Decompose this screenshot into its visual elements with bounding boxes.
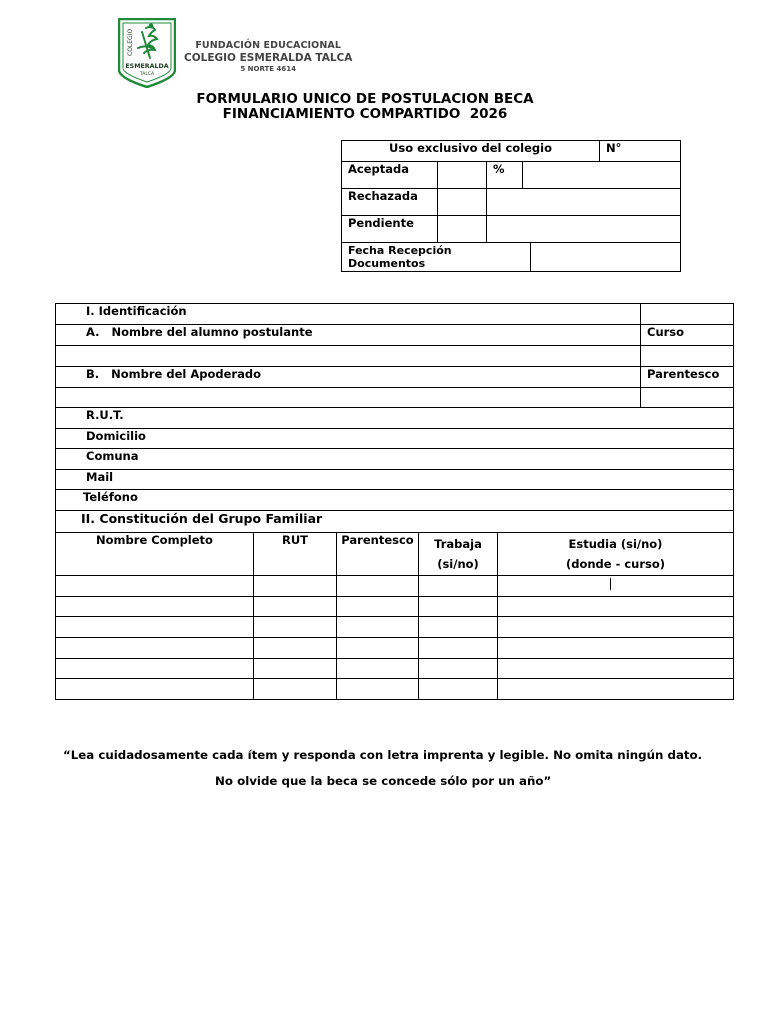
family-rut-cell[interactable] bbox=[254, 679, 337, 700]
apoderado-name-field[interactable] bbox=[56, 388, 641, 408]
family-trabaja-cell[interactable] bbox=[419, 576, 498, 597]
table-row bbox=[56, 576, 734, 597]
status-aceptada: Aceptada bbox=[342, 162, 438, 189]
status-percent: % bbox=[487, 162, 523, 189]
family-trabaja-cell[interactable] bbox=[419, 638, 498, 659]
rechazada-mark-cell[interactable] bbox=[438, 189, 487, 216]
section-identificacion: I. Identificación bbox=[56, 304, 641, 325]
school-logo bbox=[118, 18, 176, 88]
curso-field[interactable] bbox=[641, 346, 734, 367]
text-cursor bbox=[610, 578, 612, 590]
alumno-name-field[interactable] bbox=[56, 346, 641, 367]
family-parentesco-cell[interactable] bbox=[337, 679, 419, 700]
domicilio-label: Domicilio bbox=[86, 429, 146, 443]
table-row bbox=[56, 658, 734, 679]
family-estudia-cell[interactable] bbox=[498, 596, 734, 617]
family-rut-cell[interactable] bbox=[254, 576, 337, 597]
family-nombre-cell[interactable] bbox=[56, 658, 254, 679]
parentesco-field[interactable] bbox=[641, 388, 734, 408]
title-line-1: FORMULARIO UNICO DE POSTULACION BECA bbox=[196, 91, 534, 107]
status-fecha-recepcion: Fecha Recepción Documentos bbox=[342, 243, 531, 272]
family-nombre-cell[interactable] bbox=[56, 638, 254, 659]
family-estudia-cell[interactable] bbox=[498, 617, 734, 638]
fecha-recepcion-field[interactable] bbox=[531, 243, 681, 272]
section-grupo-familiar: II. Constitución del Grupo Familiar bbox=[56, 511, 734, 533]
telefono-label: Teléfono bbox=[83, 490, 138, 504]
id-blank-cell bbox=[641, 304, 734, 325]
parentesco-label: Parentesco bbox=[641, 367, 734, 388]
logo-name: ESMERALDA bbox=[125, 63, 169, 70]
institution-line-2: COLEGIO ESMERALDA TALCA bbox=[184, 52, 353, 64]
telefono-field[interactable] bbox=[56, 490, 734, 511]
table-row bbox=[56, 596, 734, 617]
institution-line-3: 5 NORTE 4614 bbox=[240, 65, 297, 73]
col-nombre-completo: Nombre Completo bbox=[56, 533, 254, 576]
col-parentesco: Parentesco bbox=[337, 533, 419, 576]
alumno-label: A. Nombre del alumno postulante bbox=[56, 325, 641, 346]
family-nombre-cell[interactable] bbox=[56, 596, 254, 617]
table-row bbox=[56, 617, 734, 638]
logo-city: TALCA bbox=[139, 72, 155, 77]
table-row bbox=[56, 679, 734, 700]
instruction-note-1: “Lea cuidadosamente cada ítem y responda con letra imprenta y legible. No omita ningún dato. bbox=[63, 748, 703, 762]
domicilio-field[interactable] bbox=[56, 429, 734, 449]
family-estudia-cell[interactable] bbox=[498, 638, 734, 659]
family-parentesco-cell[interactable] bbox=[337, 658, 419, 679]
institution-line-1: FUNDACIÓN EDUCACIONAL bbox=[195, 40, 342, 51]
rut-label: R.U.T. bbox=[86, 408, 124, 422]
family-estudia-cell[interactable] bbox=[498, 679, 734, 700]
title-line-2: FINANCIAMIENTO COMPARTIDO 2026 bbox=[222, 106, 508, 122]
family-rut-cell[interactable] bbox=[254, 617, 337, 638]
col-trabaja-line-1: Trabaja bbox=[434, 537, 482, 551]
family-trabaja-cell[interactable] bbox=[419, 617, 498, 638]
form-title bbox=[160, 92, 570, 122]
family-trabaja-cell[interactable] bbox=[419, 658, 498, 679]
status-pendiente: Pendiente bbox=[342, 216, 438, 243]
comuna-label: Comuna bbox=[86, 449, 139, 463]
family-parentesco-cell[interactable] bbox=[337, 576, 419, 597]
col-estudia bbox=[498, 533, 734, 576]
col-trabaja-line-2: (si/no) bbox=[437, 557, 479, 571]
comuna-field[interactable] bbox=[56, 449, 734, 470]
logo-side-text: COLEGIO bbox=[127, 28, 134, 56]
institution-block bbox=[184, 40, 352, 73]
pendiente-mark-cell[interactable] bbox=[438, 216, 487, 243]
family-parentesco-cell[interactable] bbox=[337, 596, 419, 617]
rechazada-note-cell[interactable] bbox=[487, 189, 681, 216]
family-parentesco-cell[interactable] bbox=[337, 617, 419, 638]
family-nombre-cell[interactable] bbox=[56, 576, 254, 597]
family-rut-cell[interactable] bbox=[254, 596, 337, 617]
col-rut: RUT bbox=[254, 533, 337, 576]
col-estudia-line-1: Estudia (si/no) bbox=[568, 537, 663, 551]
aceptada-mark-cell[interactable] bbox=[438, 162, 487, 189]
table-row bbox=[56, 638, 734, 659]
family-nombre-cell[interactable] bbox=[56, 617, 254, 638]
family-table bbox=[55, 532, 734, 700]
family-trabaja-cell[interactable] bbox=[419, 596, 498, 617]
status-number-label: N° bbox=[600, 141, 681, 162]
col-estudia-line-2: (donde - curso) bbox=[565, 557, 666, 571]
pendiente-note-cell[interactable] bbox=[487, 216, 681, 243]
identification-table bbox=[55, 303, 734, 533]
instruction-note-2: No olvide que la beca se concede sólo por un año” bbox=[215, 774, 552, 788]
family-rut-cell[interactable] bbox=[254, 658, 337, 679]
col-trabaja bbox=[419, 533, 498, 576]
status-header: Uso exclusivo del colegio bbox=[342, 141, 600, 162]
mail-field[interactable] bbox=[56, 470, 734, 490]
family-estudia-cell[interactable] bbox=[498, 576, 734, 597]
rut-field[interactable] bbox=[56, 408, 734, 429]
family-estudia-cell[interactable] bbox=[498, 658, 734, 679]
family-nombre-cell[interactable] bbox=[56, 679, 254, 700]
status-rechazada: Rechazada bbox=[342, 189, 438, 216]
family-trabaja-cell[interactable] bbox=[419, 679, 498, 700]
status-box bbox=[341, 140, 681, 272]
percent-value-cell[interactable] bbox=[523, 162, 681, 189]
family-parentesco-cell[interactable] bbox=[337, 638, 419, 659]
mail-label: Mail bbox=[86, 470, 114, 484]
family-rows bbox=[56, 576, 734, 700]
curso-label: Curso bbox=[641, 325, 734, 346]
family-rut-cell[interactable] bbox=[254, 638, 337, 659]
apoderado-label: B. Nombre del Apoderado bbox=[56, 367, 641, 388]
